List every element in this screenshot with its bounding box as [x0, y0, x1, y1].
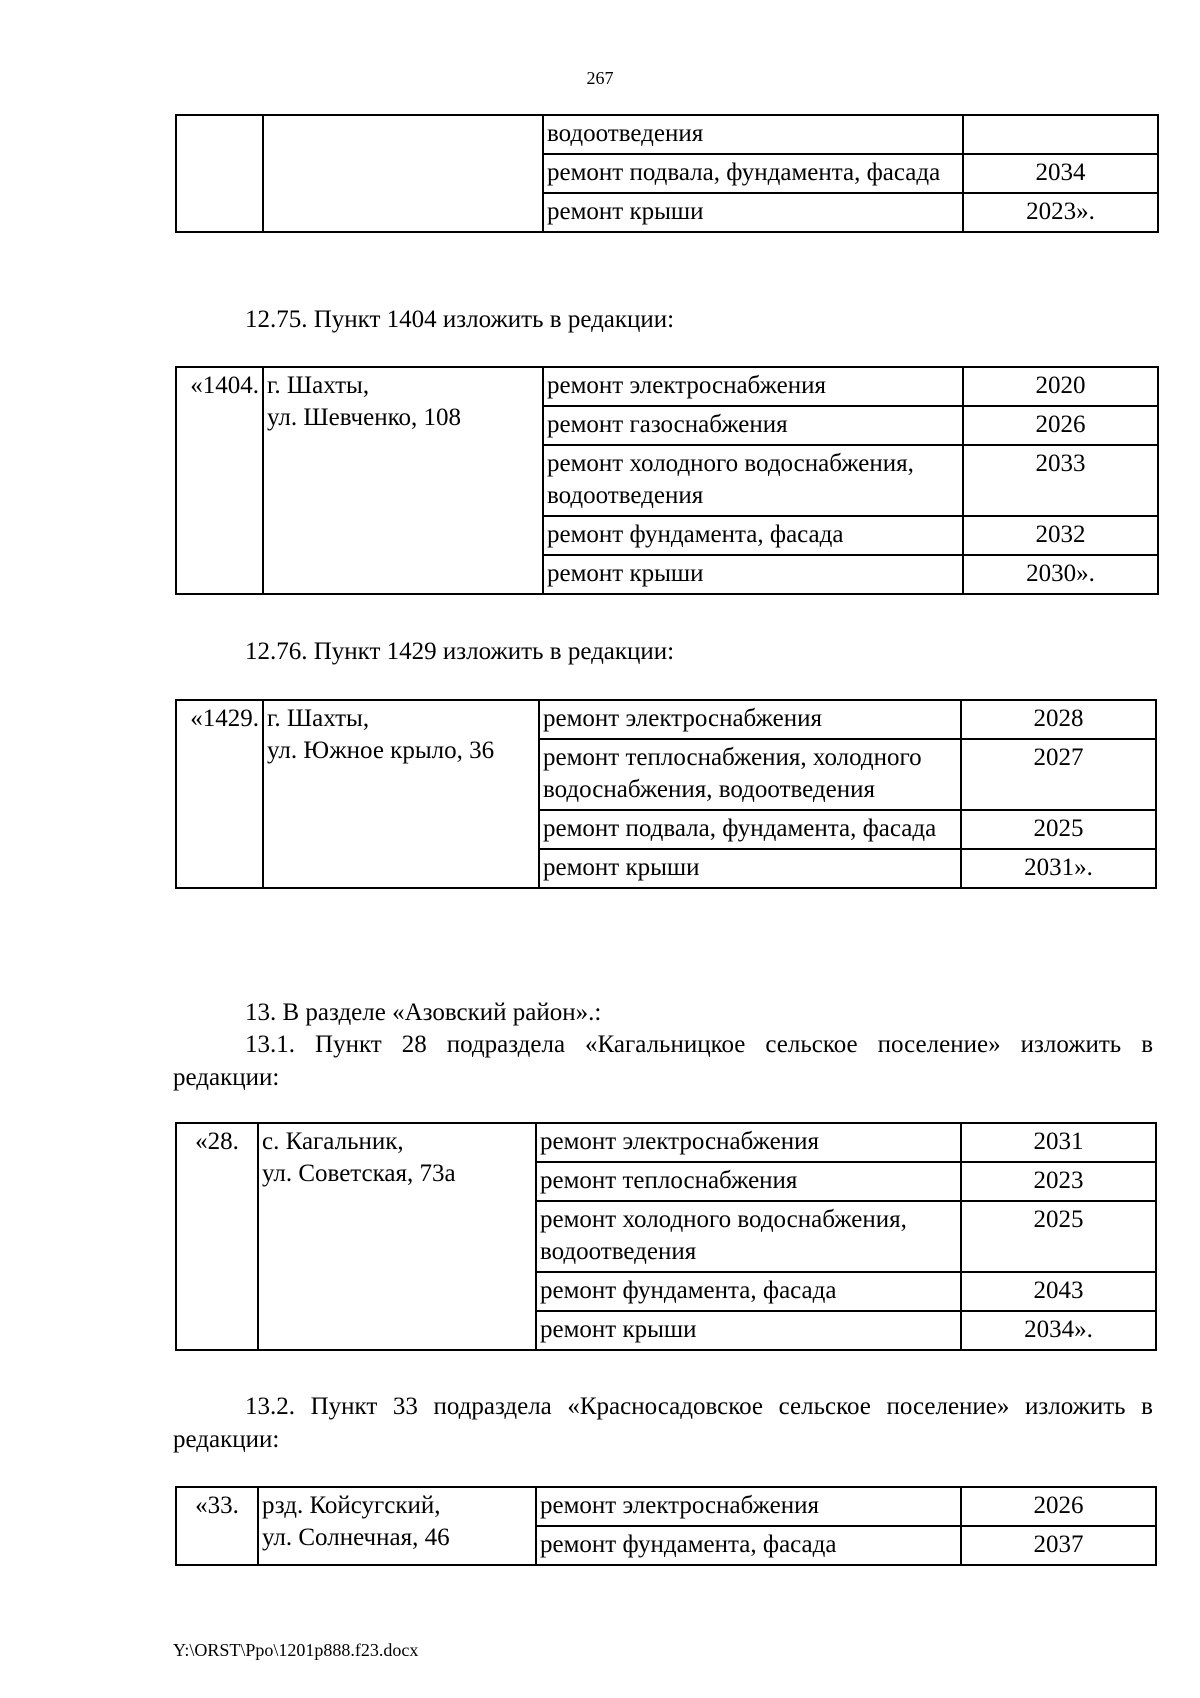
- address-line: ул. Шевченко, 108: [267, 404, 461, 431]
- year-cell: 2037: [961, 1526, 1156, 1565]
- num-cell: [176, 115, 263, 232]
- year-cell: 2030».: [963, 555, 1158, 594]
- work-cell: ремонт крыши: [543, 555, 963, 594]
- year-cell: 2023: [961, 1162, 1156, 1201]
- work-cell: ремонт электроснабжения: [543, 367, 963, 406]
- paragraph-number: 13.1.: [245, 1031, 295, 1058]
- paragraph-12-75: 12.75. Пункт 1404 изложить в редакции:: [245, 306, 675, 333]
- year-cell: 2023».: [963, 193, 1158, 232]
- work-cell: ремонт крыши: [539, 849, 961, 888]
- table-row: [176, 700, 1156, 739]
- num-cell: «1429.: [176, 700, 263, 888]
- work-cell: ремонт газоснабжения: [543, 406, 963, 445]
- work-cell: ремонт теплоснабжения: [536, 1162, 961, 1201]
- year-cell: 2025: [961, 1201, 1156, 1272]
- num-cell: «28.: [176, 1123, 258, 1350]
- work-cell: ремонт фундамента, фасада: [536, 1272, 961, 1311]
- year-cell: 2027: [961, 739, 1156, 810]
- page-number: 267: [586, 68, 614, 88]
- table-33: [175, 1486, 1157, 1566]
- work-cell: ремонт крыши: [543, 193, 963, 232]
- year-cell: 2028: [961, 700, 1156, 739]
- work-cell: водоотведения: [543, 115, 963, 154]
- work-cell: ремонт крыши: [536, 1311, 961, 1350]
- work-cell: ремонт холодного водоснабжения, водоотведения: [536, 1201, 961, 1272]
- work-cell: ремонт теплоснабжения, холодного водоснабжения, водоотведения: [539, 739, 961, 810]
- table-row: [176, 367, 1158, 406]
- address-line: г. Шахты,: [267, 705, 370, 732]
- year-cell: 2034».: [961, 1311, 1156, 1350]
- year-cell: 2031».: [961, 849, 1156, 888]
- address-cell: [263, 115, 543, 232]
- work-cell: ремонт холодного водоснабжения, водоотведения: [543, 445, 963, 516]
- year-cell: 2031: [961, 1123, 1156, 1162]
- table-row: [176, 1487, 1156, 1526]
- work-cell: ремонт подвала, фундамента, фасада: [543, 154, 963, 193]
- work-cell: ремонт электроснабжения: [536, 1123, 961, 1162]
- paragraph-12-76: 12.76. Пункт 1429 изложить в редакции:: [245, 638, 675, 665]
- paragraph-13-2: [173, 1390, 1153, 1456]
- address-cell: [263, 367, 543, 594]
- table-1404: [175, 366, 1159, 595]
- footer-file-path: Y:\ORST\Ppo\1201p888.f23.docx: [173, 1640, 419, 1660]
- address-cell: [258, 1123, 536, 1350]
- address-cell: [258, 1487, 536, 1565]
- num-cell: «1404.: [176, 367, 263, 594]
- year-cell: 2032: [963, 516, 1158, 555]
- address-line: г. Шахты,: [267, 372, 370, 399]
- num-cell: «33.: [176, 1487, 258, 1565]
- address-line: ул. Южное крыло, 36: [267, 737, 495, 764]
- year-cell: [963, 115, 1158, 154]
- work-cell: ремонт фундамента, фасада: [536, 1526, 961, 1565]
- work-cell: ремонт подвала, фундамента, фасада: [539, 810, 961, 849]
- address-line: с. Кагальник,: [262, 1128, 404, 1155]
- work-cell: ремонт электроснабжения: [536, 1487, 961, 1526]
- year-cell: 2025: [961, 810, 1156, 849]
- paragraph-13-1: [173, 1028, 1153, 1094]
- address-line: ул. Солнечная, 46: [262, 1524, 450, 1551]
- work-cell: ремонт электроснабжения: [539, 700, 961, 739]
- table-28: [175, 1122, 1157, 1351]
- year-cell: 2020: [963, 367, 1158, 406]
- year-cell: 2026: [961, 1487, 1156, 1526]
- year-cell: 2033: [963, 445, 1158, 516]
- paragraph-text: Пункт 28 подраздела «Кагальницкое сельское поселение» изложить в редакции:: [173, 1031, 1154, 1091]
- paragraph-text: Пункт 33 подраздела «Красносадовское сельское поселение» изложить в редакции:: [173, 1393, 1153, 1453]
- address-cell: [263, 700, 539, 888]
- paragraph-13: 13. В разделе «Азовский район».:: [245, 999, 602, 1026]
- year-cell: 2034: [963, 154, 1158, 193]
- table-row: [176, 1123, 1156, 1162]
- year-cell: 2043: [961, 1272, 1156, 1311]
- paragraph-number: 13.2.: [245, 1393, 295, 1420]
- table-row: [176, 115, 1158, 154]
- work-cell: ремонт фундамента, фасада: [543, 516, 963, 555]
- address-line: рзд. Койсугский,: [262, 1492, 441, 1519]
- address-line: ул. Советская, 73а: [262, 1160, 456, 1187]
- year-cell: 2026: [963, 406, 1158, 445]
- table-1429: [175, 699, 1157, 889]
- table-continuation: [175, 114, 1159, 233]
